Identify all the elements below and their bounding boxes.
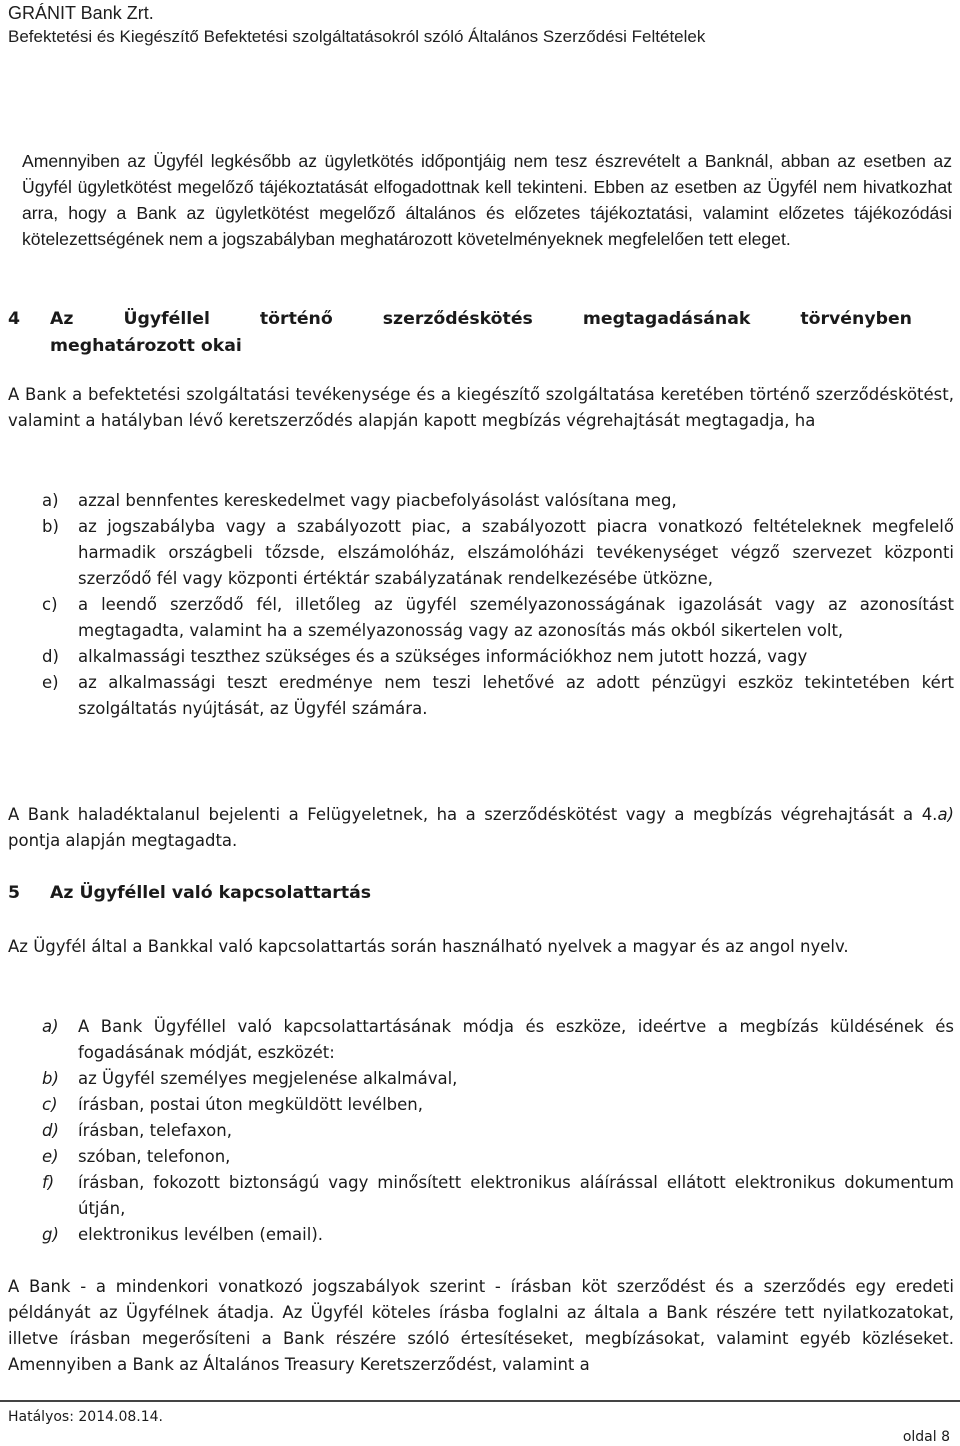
list-item-marker: e): [42, 673, 59, 692]
list-item-marker: g): [42, 1225, 59, 1244]
list-item-marker: a): [42, 1017, 59, 1036]
section-4-closing-prefix: A Bank haladéktalanul bejelenti a Felügyeletnek, ha a szerződéskötést vagy a megbízás végrehajtását a 4.: [8, 805, 938, 824]
list-item-marker: d): [42, 647, 59, 666]
section-4-closing-ref: a): [937, 805, 954, 824]
section-4-paragraph: A Bank a befektetési szolgáltatási tevékenysége és a kiegészítő szolgáltatása keretében történő szerződéskötést, valamint a hatályban lévő keretszerződés alapján kapott megbízás végrehajtását megtagadja, ha: [8, 385, 954, 430]
section-4-closing-suffix: pontja alapján megtagadta.: [8, 831, 238, 850]
list-item-marker: b): [42, 1069, 59, 1088]
list-item: [8, 1144, 954, 1170]
list-item: [8, 514, 954, 592]
list-item-text: írásban, fokozott biztonságú vagy minősített elektronikus aláírással ellátott elektronikus dokumentum útján,: [78, 1173, 954, 1218]
list-item-text: írásban, telefaxon,: [78, 1121, 232, 1140]
effective-date: Hatályos: 2014.08.14.: [8, 1409, 163, 1425]
list-item-marker: b): [42, 517, 59, 536]
list-item: [8, 1118, 954, 1144]
list-item: [8, 592, 954, 644]
page-header: [8, 2, 952, 48]
intro-paragraph: Amennyiben az Ügyfél legkésőbb az ügyletkötés időpontjáig nem tesz észrevételt a Banknál, abban az esetben az Ügyfél ügyletkötést megelőző tájékoztatását elfogadottnak kell tekinteni. Ebben az esetben az Ügyfél nem hivatkozhat arra, hogy a Bank az ügyletkötést megelőző általános és előzetes tájékoztatási, valamint előzetes tájékozódási kötelezettségének nem a jogszabályban meghatározott követelményeknek megfelelően tett eleget.: [22, 151, 952, 249]
list-item: [8, 1066, 954, 1092]
section-4-closing: [8, 802, 954, 854]
list-item: [8, 488, 954, 514]
list-item-text: elektronikus levélben (email).: [78, 1225, 324, 1244]
list-item-marker: a): [42, 491, 59, 510]
list-item: [8, 644, 954, 670]
list-item-marker: c): [42, 1095, 58, 1114]
list-item: [8, 670, 954, 722]
section-5-heading: [8, 880, 954, 907]
list-item-text: alkalmassági teszthez szükséges és a szükséges információkhoz nem jutott hozzá, vagy: [78, 647, 808, 666]
section-5-number: 5: [8, 883, 21, 903]
list-item-text: az Ügyfél személyes megjelenése alkalmával,: [78, 1069, 458, 1088]
document-title: Befektetési és Kiegészítő Befektetési szolgáltatásokról szóló Általános Szerződési Feltételek: [8, 27, 706, 46]
list-item-marker: e): [42, 1147, 59, 1166]
section-4-list: [8, 488, 954, 722]
list-item-text: szóban, telefonon,: [78, 1147, 231, 1166]
list-item-text: A Bank Ügyféllel való kapcsolattartásának módja és eszköze, ideértve a megbízás küldésének és fogadásának módját, eszközét:: [78, 1017, 954, 1062]
list-item: [8, 1092, 954, 1118]
list-item: [8, 1222, 954, 1248]
list-item-text: a leendő szerződő fél, illetőleg az ügyfél személyazonosságának igazolását vagy az azonosítást megtagadta, valamint ha a személyazonosság vagy az azonosítás más okból sikertelen volt,: [78, 595, 954, 640]
section-4-title-line2: meghatározott okai: [50, 336, 242, 356]
section-5-list: [8, 1014, 954, 1248]
list-item-text: azzal bennfentes kereskedelmet vagy piacbefolyásolást valósítana meg,: [78, 491, 677, 510]
footer-divider: [0, 1400, 960, 1402]
list-item: [8, 1014, 954, 1066]
section-4-title-line1: Az Ügyféllel történő szerződéskötés megtagadásának törvényben: [50, 309, 912, 329]
company-name: GRÁNIT Bank Zrt.: [8, 3, 154, 23]
list-item-text: az jogszabályba vagy a szabályozott piac, a szabályozott piacra vonatkozó feltételeknek megfelelő harmadik országbeli tőzsde, elszámolóház, elszámolóházi tevékenységet végző szervezet központi szerződő fél vagy központi értéktár szabályzatának rendelkezésébe ütközne,: [78, 517, 954, 588]
list-item-text: az alkalmassági teszt eredménye nem teszi lehetővé az adott pénzügyi eszköz tekintetében kért szolgáltatás nyújtását, az Ügyfél számára.: [78, 673, 954, 718]
section-5-title: Az Ügyféllel való kapcsolattartás: [50, 883, 372, 903]
section-5-closing: A Bank - a mindenkori vonatkozó jogszabályok szerint - írásban köt szerződést és a szerződés egy eredeti példányát az Ügyfélnek átadja. Az Ügyfél köteles írásba foglalni az általa a Bank részére tett nyilatkozatokat, illetve írásban megerősíteni a Bank részére szóló értesítéseket, megbízásokat, valamint egyéb közléseket. Amennyiben a Bank az Általános Treasury Keretszerződést, valamint a: [8, 1277, 954, 1374]
list-item: [8, 1170, 954, 1222]
section-4-heading: [8, 306, 954, 360]
list-item-marker: c): [42, 595, 58, 614]
list-item-marker: d): [42, 1121, 59, 1140]
list-item-marker: f): [42, 1173, 55, 1192]
section-5-paragraph: Az Ügyfél által a Bankkal való kapcsolattartás során használható nyelvek a magyar és az angol nyelv.: [8, 937, 849, 956]
list-item-text: írásban, postai úton megküldött levélben,: [78, 1095, 424, 1114]
section-4-number: 4: [8, 309, 21, 329]
page-number: oldal 8: [902, 1429, 950, 1445]
